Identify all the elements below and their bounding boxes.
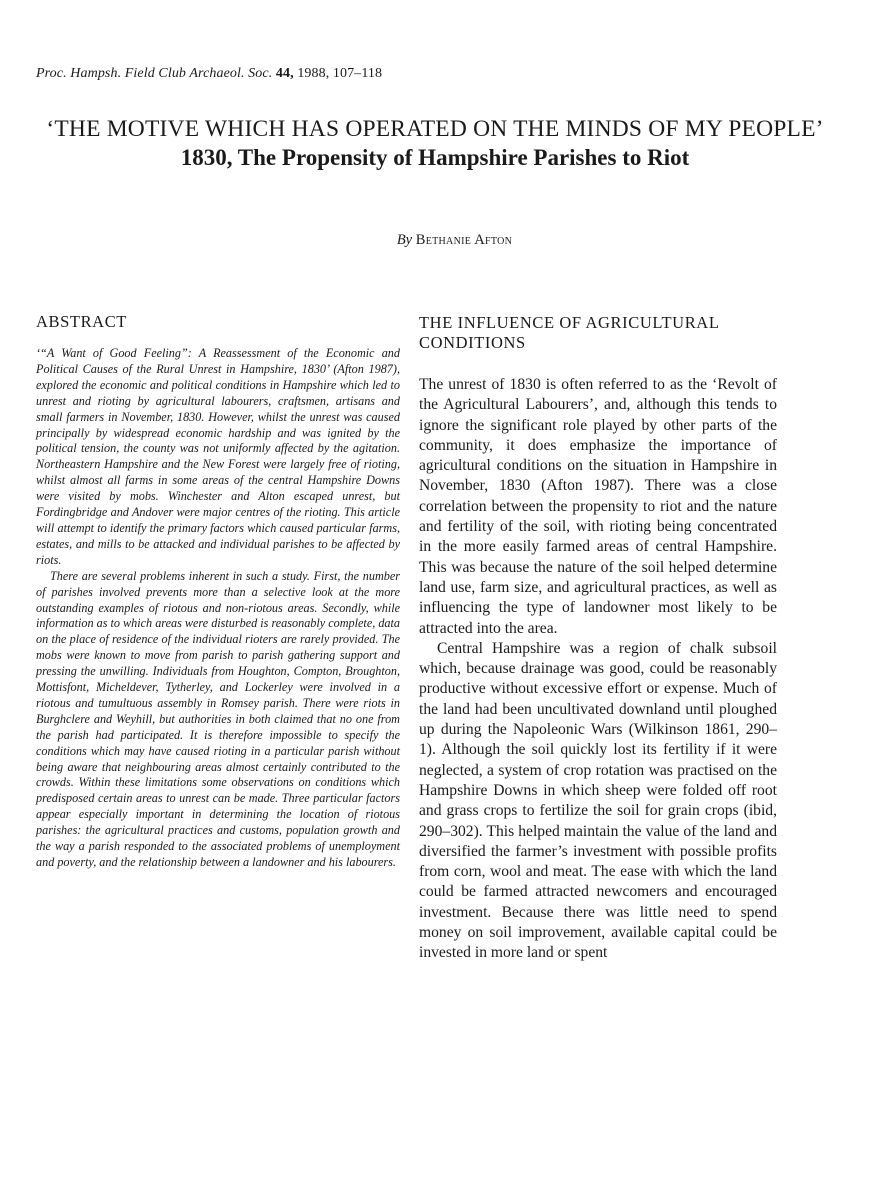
abstract-column <box>36 312 400 871</box>
article-title <box>40 116 830 173</box>
article-subtitle: 1830, The Propensity of Hampshire Parishes to Riot <box>180 145 690 170</box>
body-column <box>419 313 777 964</box>
abstract-heading: ABSTRACT <box>36 312 127 331</box>
byline-by: By <box>396 232 413 248</box>
section-heading: THE INFLUENCE OF AGRICULTURAL CONDITIONS <box>419 313 719 352</box>
author-name: Bethanie Afton <box>415 232 513 248</box>
byline <box>0 232 869 249</box>
journal-volume: 44, <box>275 66 294 81</box>
body-paragraph: The unrest of 1830 is often referred to as the ‘Revolt of the Agricultural Labourers’, and, although this tends to ignore the significant role played by other parts of the community, it does emphasize the importance of agricultural conditions on the situation in Hampshire in November, 1830 (Afton 1987). There was a close correlation between the propensity to riot and the nature and fertility of the soil, with rioting being concentrated in the more easily farmed areas of central Hampshire. This was because the nature of the soil helped determine land use, farm size, and agricultural practices, as well as influencing the type of landowner most likely to be attracted into the area. <box>419 376 777 637</box>
abstract-paragraph: There are several problems inherent in such a study. First, the number of parishes involved prevents more than a selective look at the more outstanding examples of riotous and non-riotous areas. Secondly, while information as to which areas were disturbed is reasonably complete, data on the place of residence of the individual rioters are rarely provided. The mobs were known to move from parish to parish gathering support and pressing the unwilling. Individuals from Houghton, Compton, Broughton, Mottisfont, Micheldever, Tytherley, and Lockerley were involved in a riotous and tumultuous assembly in Romsey parish. There were riots in Burghclere and Weyhill, but authorities in both claimed that no one from the parish had participated. It is therefore impossible to specify the conditions which may have caused rioting in a particular parish without being aware that neighbouring areas almost certainly contributed to the crowds. Within these limitations some observations on conditions which predisposed certain areas to unrest can be made. Three particular factors appear especially important in determining the location of riotous parishes: the agricultural practices and customs, population growth and the way a parish responded to the associated problems of unemployment and poverty, and the relationship between a landowner and his labourers. <box>36 568 400 869</box>
abstract-paragraph: ‘“A Want of Good Feeling”: A Reassessment of the Economic and Political Causes of the Rural Unrest in Hampshire, 1830’ (Afton 1987), explored the economic and political conditions in Hampshire which led to unrest and rioting by agricultural labourers, craftsmen, artisans and small farmers in November, 1830. However, whilst the unrest was caused principally by widespread economic hardship and was ignited by the political tension, the county was not uniformly affected by the agitation. Northeastern Hampshire and the New Forest were largely free of rioting, whilst almost all farms in some areas of the central Hampshire Downs were visited by mobs. Winchester and Alton escaped unrest, but Fordingbridge and Andover were major centres of the rioting. This article will attempt to identify the primary factors which caused particular farms, estates, and mills to be attacked and individual parishes to be affected by riots. <box>36 346 400 567</box>
article-title-main: ‘THE MOTIVE WHICH HAS OPERATED ON THE MINDS OF MY PEOPLE’ <box>46 116 824 142</box>
journal-name: Proc. Hampsh. Field Club Archaeol. Soc. <box>36 66 273 81</box>
journal-citation <box>36 66 382 82</box>
body-paragraph: Central Hampshire was a region of chalk subsoil which, because drainage was good, could be reasonably productive without excessive effort or expense. Much of the land had been uncultivated downland until ploughed up during the Napoleonic Wars (Wilkinson 1861, 290–1). Although the soil quickly lost its fertility if it were neglected, a system of crop rotation was practised on the Hampshire Downs in which sheep were folded off root and grass crops to fertilize the soil for grain crops (ibid, 290–302). This helped maintain the value of the land and diversified the farmer’s investment with possible profits from corn, wool and meat. The ease with which the land could be farmed attracted newcomers and encouraged investment. Because there was little need to spend money on soil improvement, available capital could be invested in more land or spent <box>419 639 777 962</box>
journal-year-pages: 1988, 107–118 <box>297 66 383 81</box>
